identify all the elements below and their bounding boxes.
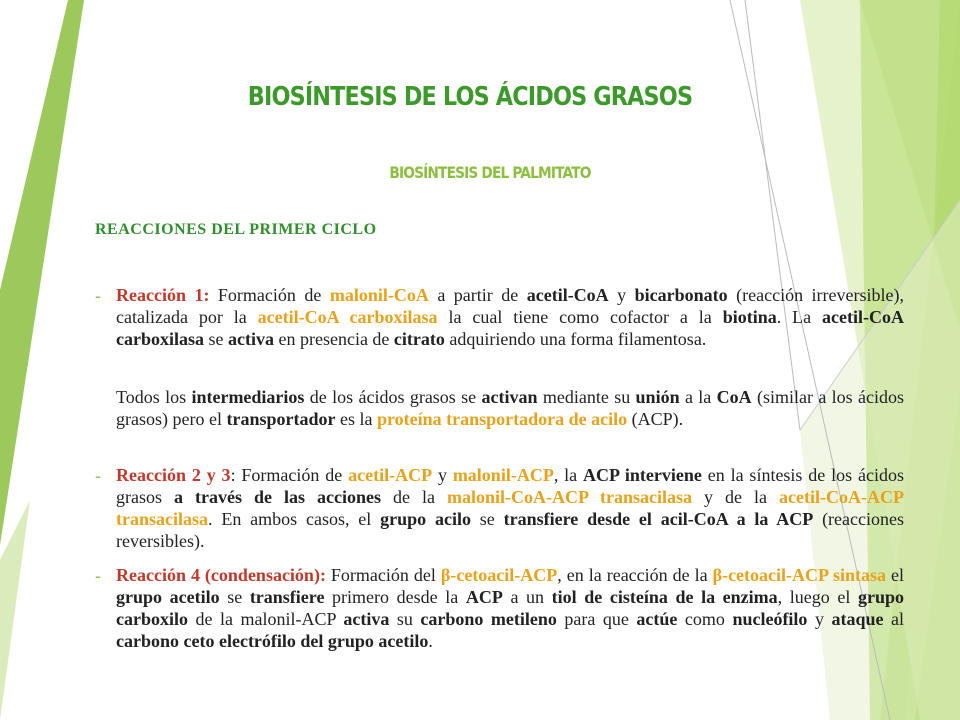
text-run: se: [470, 509, 504, 529]
bullet-marker: -: [95, 286, 101, 306]
text-run: en la síntesis de los ácidos grasos: [116, 465, 904, 507]
section-heading: REACCIONES DEL PRIMER CICLO: [95, 221, 377, 238]
paragraph-reaction-2-3: [116, 464, 904, 552]
bold-term: a través de las acciones: [174, 487, 382, 507]
text-run: como: [677, 609, 733, 629]
text-run: se: [204, 329, 228, 349]
text-run: a la: [679, 387, 717, 407]
text-run: (ACP).: [627, 409, 684, 429]
text-run: (similar a los ácidos grasos) pero el: [116, 387, 905, 429]
text-run: (reacciones reversibles).: [116, 509, 905, 551]
text-run: el: [886, 565, 904, 585]
left-green-sliver-light: [0, 500, 30, 720]
bold-term: ACP: [465, 587, 503, 607]
slide-subtitle: BIOSÍNTESIS DEL PALMITATO: [389, 163, 591, 182]
highlighted-term: β-cetoacil-ACP sintasa: [712, 565, 887, 585]
text-run: . La: [776, 307, 823, 327]
bold-term: transfiere desde el acil-CoA a la ACP: [503, 509, 814, 529]
text-run: Todos los: [116, 387, 192, 407]
paragraph-reaction-4: [116, 564, 904, 652]
bullet-marker: -: [95, 566, 101, 586]
bullet-marker: -: [95, 466, 101, 486]
bold-term: unión: [635, 387, 680, 407]
text-run: , luego el: [777, 587, 858, 607]
bold-term: activa: [343, 609, 390, 629]
bold-term: CoA: [716, 387, 752, 407]
paragraph-reaction-1: [116, 284, 904, 350]
text-run: y de la: [692, 487, 780, 507]
bold-term: citrato: [393, 329, 445, 349]
bold-term: activan: [481, 387, 538, 407]
bold-term: ataque: [831, 609, 884, 629]
decor-line-1: [745, 0, 800, 430]
text-run: , en la reacción de la: [557, 565, 713, 585]
text-run: al: [883, 609, 904, 629]
bold-term: carbono metileno: [420, 609, 557, 629]
paragraph-intermediaries: [116, 386, 904, 430]
text-run: de los ácidos grasos se: [304, 387, 482, 407]
text-run: su: [389, 609, 421, 629]
reaction-label: Reacción 1:: [116, 285, 210, 305]
reaction-label: Reacción 4 (condensación):: [116, 565, 326, 585]
bold-term: grupo acilo: [380, 509, 471, 529]
text-run: y: [432, 465, 453, 485]
text-run: .: [428, 631, 433, 651]
text-run: en presencia de: [273, 329, 394, 349]
bold-term: biotina: [722, 307, 777, 327]
text-run: Formación del: [325, 565, 441, 585]
bold-term: ACP interviene: [583, 465, 702, 485]
bold-term: acetil-CoA carboxilasa: [116, 307, 904, 349]
bold-term: activa: [228, 329, 274, 349]
highlighted-term: β-cetoacil-ACP: [440, 565, 558, 585]
slide-title: BIOSÍNTESIS DE LOS ÁCIDOS GRASOS: [247, 82, 693, 112]
bold-term: bicarbonato: [634, 285, 728, 305]
text-run: de la malonil-ACP: [188, 609, 344, 629]
text-run: : Formación de: [230, 465, 349, 485]
bold-term: tiol de cisteína de la enzima: [551, 587, 778, 607]
bold-term: transportador: [226, 409, 336, 429]
text-run: mediante su: [537, 387, 636, 407]
highlighted-term: acetil-ACP: [348, 465, 433, 485]
bold-term: acetil-CoA: [526, 285, 609, 305]
bold-term: grupo acetilo: [116, 587, 220, 607]
text-run: a partir de: [428, 285, 527, 305]
highlighted-term: acetil-CoA carboxilasa: [257, 307, 438, 327]
text-run: primero desde la: [324, 587, 466, 607]
text-run: se: [219, 587, 250, 607]
bold-term: grupo carboxilo: [116, 587, 904, 629]
text-run: de la: [381, 487, 448, 507]
bold-term: transfiere: [249, 587, 325, 607]
highlighted-term: malonil-CoA: [329, 285, 429, 305]
text-run: y: [608, 285, 635, 305]
bold-term: nucleófilo: [732, 609, 808, 629]
bold-term: carbono ceto electrófilo del grupo acetilo: [116, 631, 429, 651]
text-run: adquiriendo una forma filamentosa.: [444, 329, 707, 349]
highlighted-term: acetil-CoA-ACP transacilasa: [116, 487, 905, 529]
text-run: es la: [335, 409, 377, 429]
text-run: para que: [556, 609, 637, 629]
highlighted-term: malonil-CoA-ACP transacilasa: [447, 487, 693, 507]
text-run: y: [807, 609, 832, 629]
text-run: a un: [502, 587, 552, 607]
bold-term: intermediarios: [191, 387, 305, 407]
highlighted-term: malonil-ACP: [452, 465, 554, 485]
text-run: , la: [553, 465, 584, 485]
text-run: (reacción irreversible), catalizada por la: [116, 285, 904, 327]
reaction-label: Reacción 2 y 3: [116, 465, 231, 485]
text-run: Formación de: [209, 285, 330, 305]
highlighted-term: proteína transportadora de acilo: [376, 409, 628, 429]
text-run: . En ambos casos, el: [208, 509, 381, 529]
text-run: la cual tiene como cofactor a la: [437, 307, 723, 327]
bold-term: actúe: [636, 609, 678, 629]
